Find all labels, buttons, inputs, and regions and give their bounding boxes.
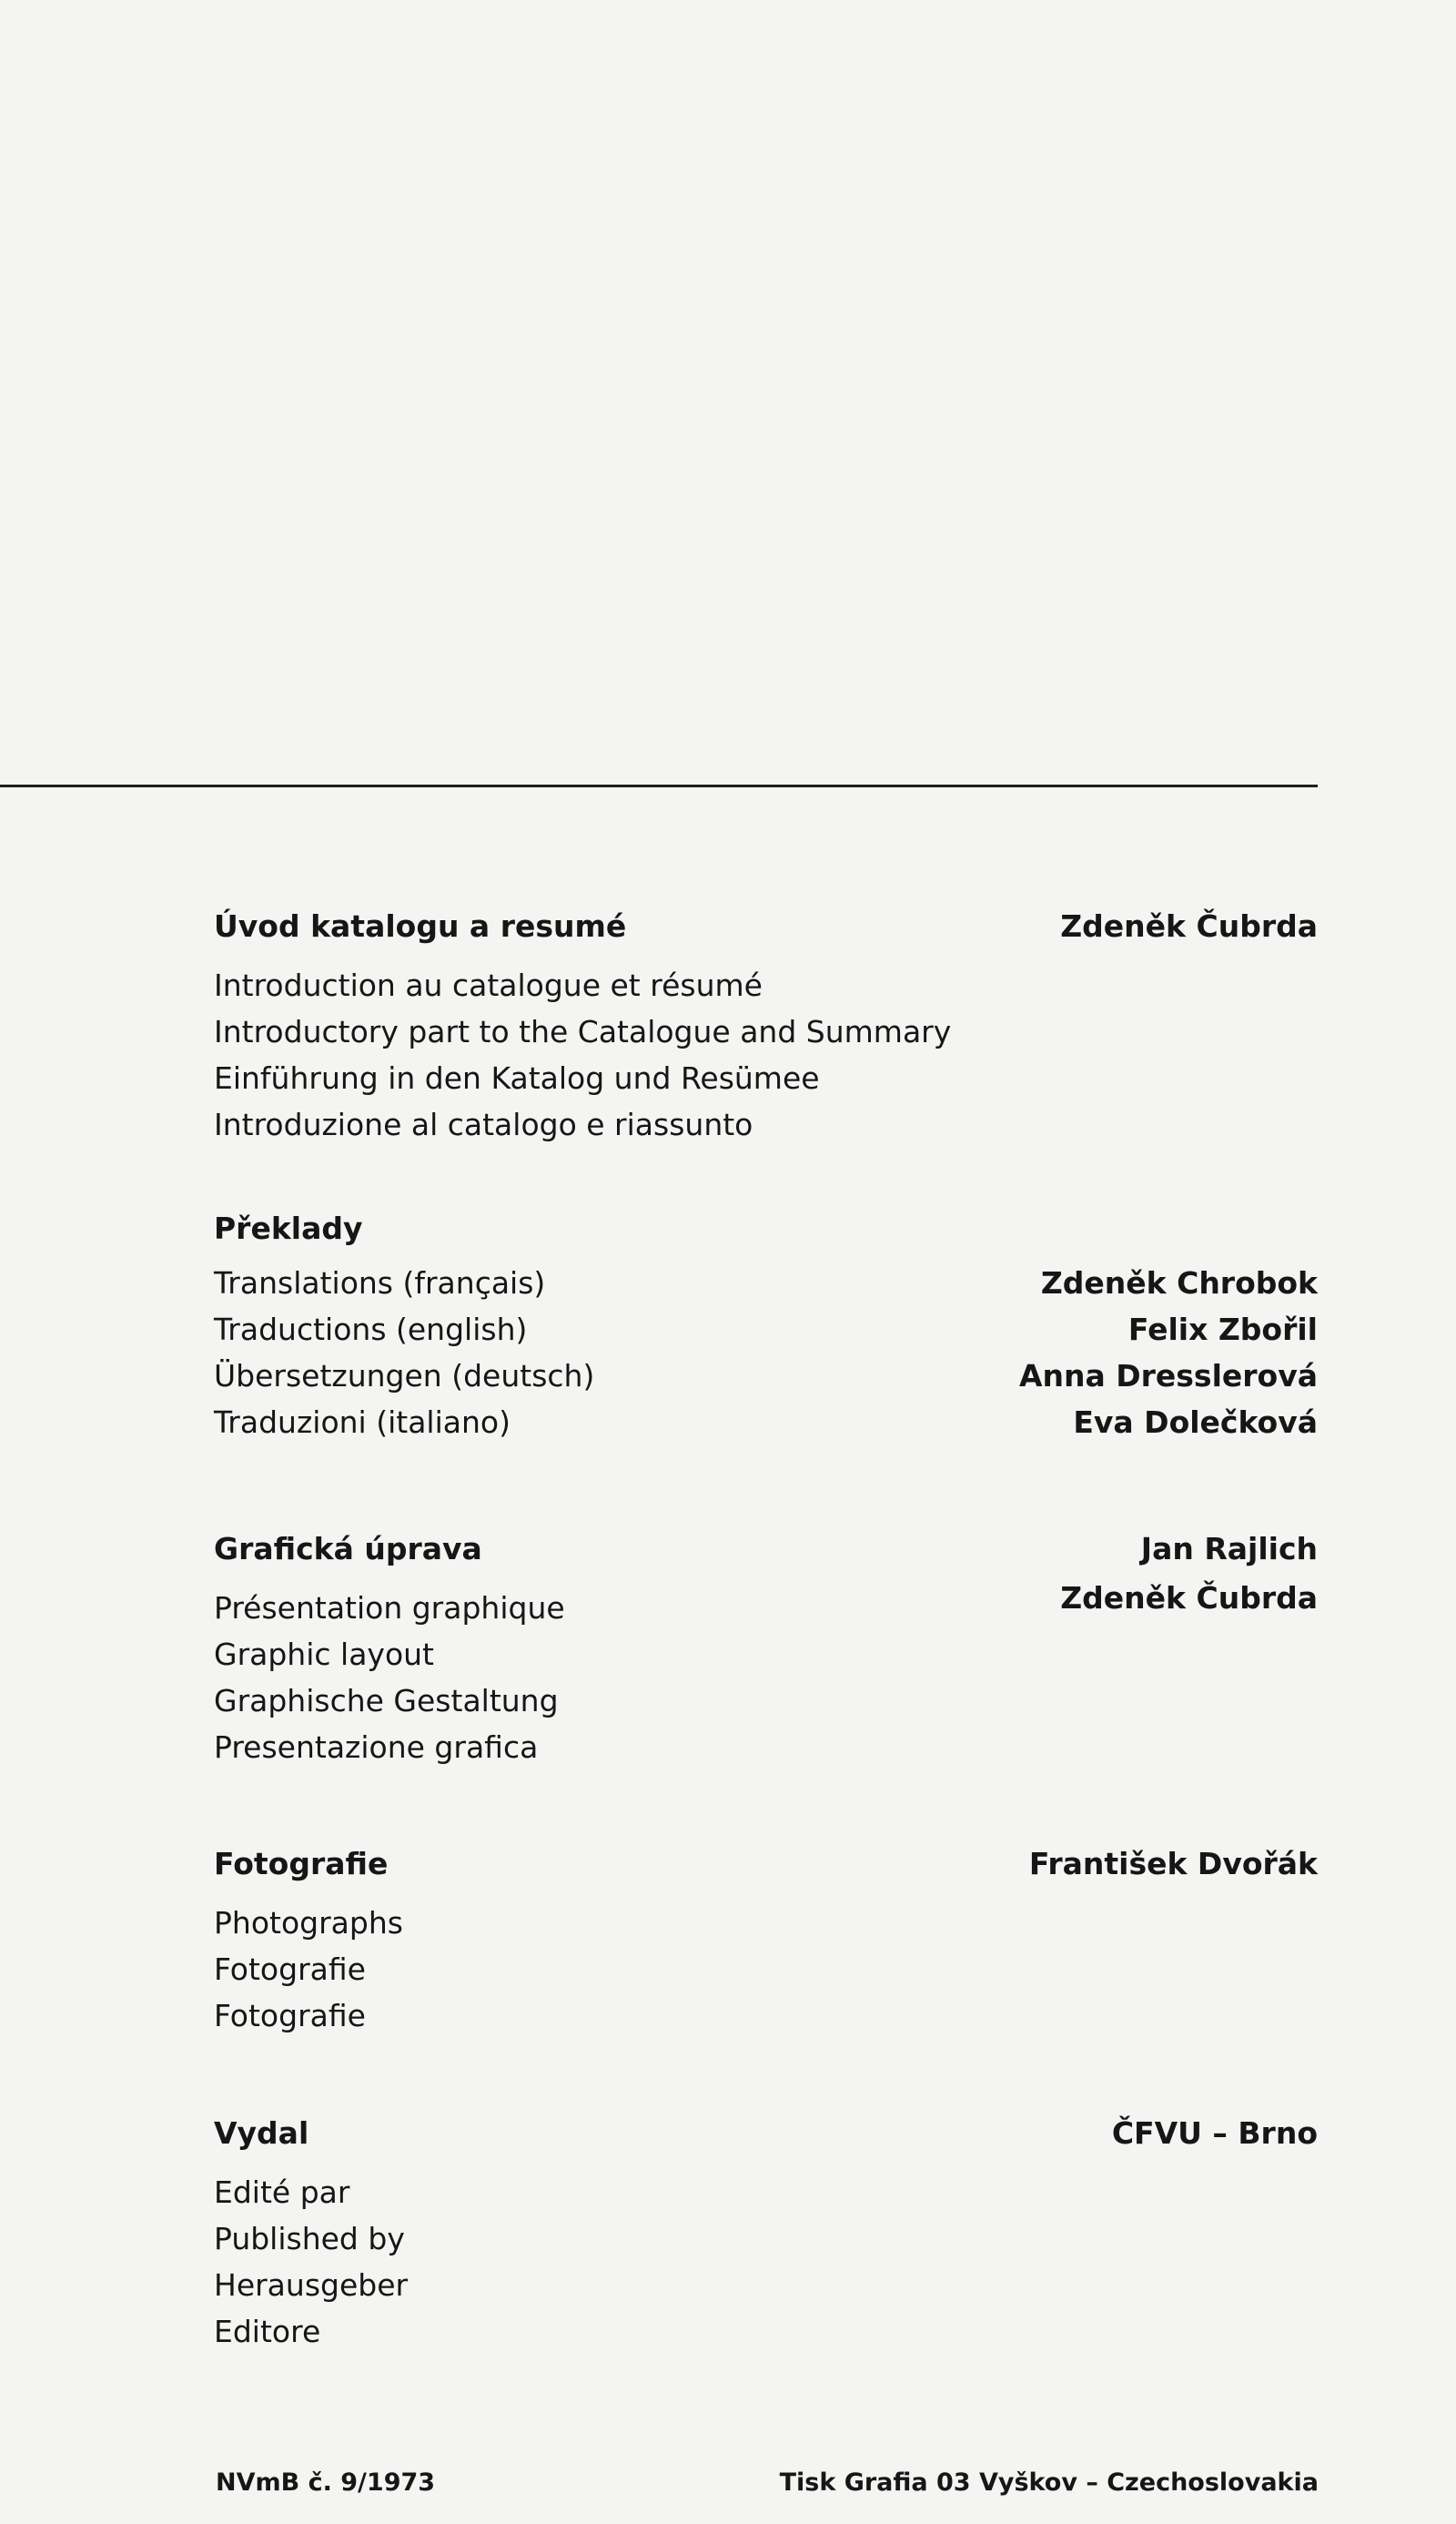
translation-line: Herausgeber xyxy=(214,2267,409,2303)
section-title: Překlady xyxy=(214,1211,363,1246)
section-photography xyxy=(214,1840,1318,2039)
credit-names xyxy=(1019,1260,1318,1445)
credit-name: Jan Rajlich xyxy=(1140,1531,1318,1566)
credit-name: Felix Zbořil xyxy=(1127,1312,1318,1347)
translation-line: Presentazione grafica xyxy=(214,1729,539,1765)
translation-line: Translations (français) xyxy=(214,1265,546,1301)
translation-line: Traduzioni (italiano) xyxy=(214,1404,511,1440)
credit-name: Zdeněk Chrobok xyxy=(1040,1265,1318,1301)
translation-line: Photographs xyxy=(214,1905,403,1941)
translations-list xyxy=(214,962,1318,1148)
credit-name: Anna Dresslerová xyxy=(1018,1358,1318,1394)
section-title: Vydal xyxy=(214,2115,309,2151)
translation-line: Übersetzungen (deutsch) xyxy=(214,1358,595,1394)
translation-line: Einführung in den Katalog und Resümee xyxy=(214,1060,820,1096)
translation-line: Graphische Gestaltung xyxy=(214,1683,559,1718)
translation-line: Fotografie xyxy=(214,1951,366,1987)
translation-line: Présentation graphique xyxy=(214,1590,565,1626)
credit-names xyxy=(1060,1575,1318,1621)
credit-name: Zdeněk Čubrda xyxy=(1060,1580,1318,1616)
section-translations xyxy=(214,1211,1318,1445)
section-graphic-design xyxy=(214,1526,1318,1770)
section-title: Fotografie xyxy=(214,1846,389,1881)
translation-line: Editore xyxy=(214,2314,321,2349)
translation-line: Published by xyxy=(214,2221,405,2256)
translation-line: Fotografie xyxy=(214,1998,366,2033)
translation-line: Introduzione al catalogo e riassunto xyxy=(214,1107,753,1142)
credit-name: František Dvořák xyxy=(1028,1846,1318,1881)
catalogue-number: NVmB č. 9/1973 xyxy=(216,2468,436,2497)
translation-line: Edité par xyxy=(214,2174,350,2210)
section-title: Úvod katalogu a resumé xyxy=(214,908,627,944)
horizontal-rule xyxy=(0,785,1318,787)
translations-list xyxy=(214,1900,1318,2039)
credit-name: ČFVU – Brno xyxy=(1111,2115,1318,2151)
translation-line: Graphic layout xyxy=(214,1637,434,1672)
translation-line: Introduction au catalogue et résumé xyxy=(214,968,763,1003)
printer-imprint: Tisk Grafia 03 Vyškov – Czechoslovakia xyxy=(779,2468,1319,2497)
credit-name: Zdeněk Čubrda xyxy=(1060,908,1318,944)
section-introduction xyxy=(214,903,1318,1148)
bleed-through-text xyxy=(528,55,1320,100)
section-title: Grafická úprava xyxy=(214,1531,482,1566)
credit-name: Eva Dolečková xyxy=(1073,1404,1318,1440)
translations-list xyxy=(214,2169,1318,2355)
section-publisher xyxy=(214,2110,1318,2355)
translation-line: Introductory part to the Catalogue and Summary xyxy=(214,1014,952,1049)
translation-line: Traductions (english) xyxy=(214,1312,528,1347)
